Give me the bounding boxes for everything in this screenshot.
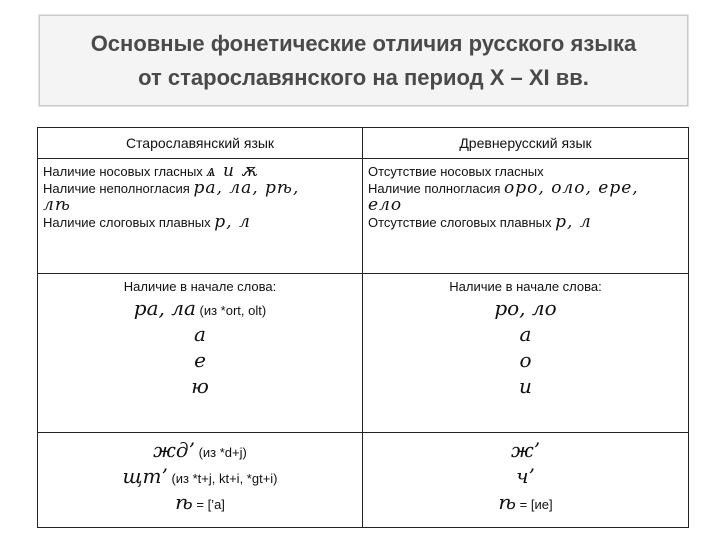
- word-start-letter: о: [519, 348, 532, 372]
- title-box: [39, 15, 688, 106]
- nasal-vowels-letters: ѧ и ѫ: [206, 161, 259, 181]
- consonant-cluster-2: щт’: [122, 464, 168, 488]
- header-old-church-slavonic: Старославянский язык: [38, 128, 363, 159]
- word-start-combos: ро, ло: [494, 296, 557, 320]
- no-syllabic-liquids-letters: р, л: [555, 212, 592, 232]
- word-start-letter: и: [519, 374, 532, 398]
- yat-letter: ѣ: [498, 490, 517, 514]
- consonant-reflex-2: ч’: [516, 464, 535, 488]
- no-syllabic-liquids-text: Отсутствие слоговых плавных: [368, 215, 552, 230]
- consonant-cluster-1: жд’: [153, 438, 195, 462]
- syllabic-liquids-text: Наличие слоговых плавных: [43, 215, 211, 230]
- table-row: [38, 159, 689, 274]
- consonant-reflex-1: ж’: [510, 438, 541, 462]
- title-line-2: от старославянского на период X – XI вв.: [138, 64, 589, 90]
- row1-right-cell: [363, 159, 689, 274]
- row1-left-cell: [38, 159, 363, 274]
- word-start-caption: Наличие в начале слова:: [123, 279, 277, 294]
- word-start-origin: (из *ort, olt): [199, 303, 267, 318]
- consonant-cluster-1-origin: (из *d+j): [198, 445, 247, 460]
- row2-right-cell: [363, 274, 689, 433]
- polnoglasie-text: Наличие полногласия: [368, 181, 501, 196]
- polnoglasie-combos-cont: ело: [368, 195, 403, 215]
- title-line-1: Основные фонетические отличия русского языка: [90, 30, 637, 56]
- table-row: [38, 433, 689, 528]
- yat-value: = [’а]: [196, 497, 225, 512]
- polnoglasie-combos: оро, оло, ере,: [504, 178, 639, 198]
- row2-left-cell: [38, 274, 363, 433]
- yat-value: = [ие]: [519, 497, 553, 512]
- word-start-combos: ра, ла: [133, 296, 196, 320]
- word-start-letter: е: [194, 348, 206, 372]
- yat-letter: ѣ: [175, 490, 193, 514]
- comparison-table: [37, 127, 689, 528]
- syllabic-liquids-letters: р, л: [214, 212, 251, 232]
- nepolnoglasie-combos-cont: лѣ: [43, 195, 71, 215]
- consonant-cluster-2-origin: (из *t+j, kt+i, *gt+i): [171, 471, 278, 486]
- no-nasal-vowels-text: Отсутствие носовых гласных: [368, 164, 544, 179]
- nasal-vowels-text: Наличие носовых гласных: [43, 164, 203, 179]
- row3-right-cell: [363, 433, 689, 528]
- word-start-letter: ю: [191, 374, 209, 398]
- row3-left-cell: [38, 433, 363, 528]
- table-row: [38, 274, 689, 433]
- header-old-russian: Древнерусский язык: [363, 128, 689, 159]
- nepolnoglasie-combos: ра, ла, рѣ,: [193, 178, 300, 198]
- nepolnoglasie-text: Наличие неполногласия: [43, 181, 190, 196]
- word-start-letter: а: [194, 322, 206, 346]
- table-header-row: [38, 128, 689, 159]
- word-start-caption: Наличие в начале слова:: [449, 279, 602, 294]
- word-start-letter: а: [519, 322, 532, 346]
